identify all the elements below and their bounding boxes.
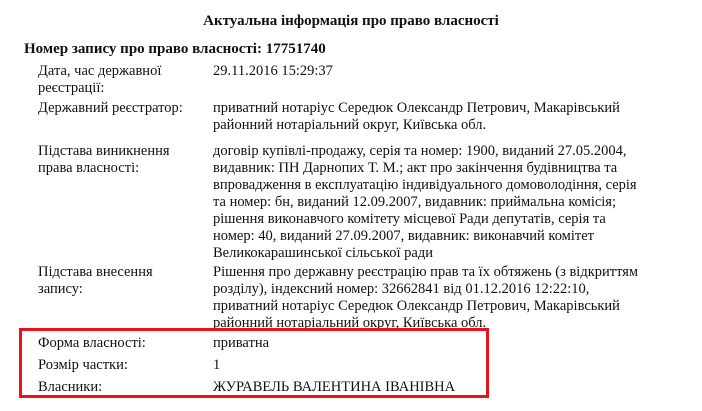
ownership-basis-value: договір купівлі-продажу, серія та номер: 1900, виданий 27.05.2004, видавник: ПН Дарнопих Т. М.; акт про закінчення будівництва та впровадження в експлуатацію індивідуального домоволодіння, серія та номер: бн, виданий 12.09.2007, видавник: приймальна комісія; рішення виконавчого комітету місцевої Ради депутатів, серія та номер: 40, виданий 27.09.2007, видавник: виконавчий комітет Великокарашинської сільської ради bbox=[213, 143, 637, 261]
ownership-basis-label: Підстава виникнення права власності: bbox=[38, 143, 170, 176]
record-number-heading: Номер запису про право власності: 17751740 bbox=[24, 41, 326, 57]
section-title: Актуальна інформація про право власності bbox=[203, 13, 499, 29]
registration-datetime-label: Дата, час державної реєстрації: bbox=[38, 63, 162, 96]
owners-value: ЖУРАВЕЛЬ ВАЛЕНТИНА ІВАНІВНА bbox=[213, 379, 456, 395]
share-size-value: 1 bbox=[213, 357, 221, 373]
entry-basis-label: Підстава внесення запису: bbox=[38, 264, 153, 297]
state-registrar-value: приватний нотаріус Середюк Олександр Петрович, Макарівський районний нотаріальний округ, Київська обл. bbox=[213, 100, 620, 133]
share-size-label: Розмір частки: bbox=[38, 357, 128, 373]
highlight-box bbox=[19, 328, 489, 398]
ownership-form-label: Форма власності: bbox=[38, 335, 146, 351]
state-registrar-label: Державний реєстратор: bbox=[38, 100, 183, 116]
owners-label: Власники: bbox=[38, 379, 103, 395]
ownership-form-value: приватна bbox=[213, 335, 270, 351]
registration-datetime-value: 29.11.2016 15:29:37 bbox=[213, 63, 333, 79]
entry-basis-value: Рішення про державну реєстрацію прав та їх обтяжень (з відкриттям розділу), індексний номер: 32662841 від 01.12.2016 12:22:10, приватний нотаріус Середюк Олександр Петрович, Макарівський районний нотаріальний округ, Київська обл. bbox=[213, 264, 639, 331]
